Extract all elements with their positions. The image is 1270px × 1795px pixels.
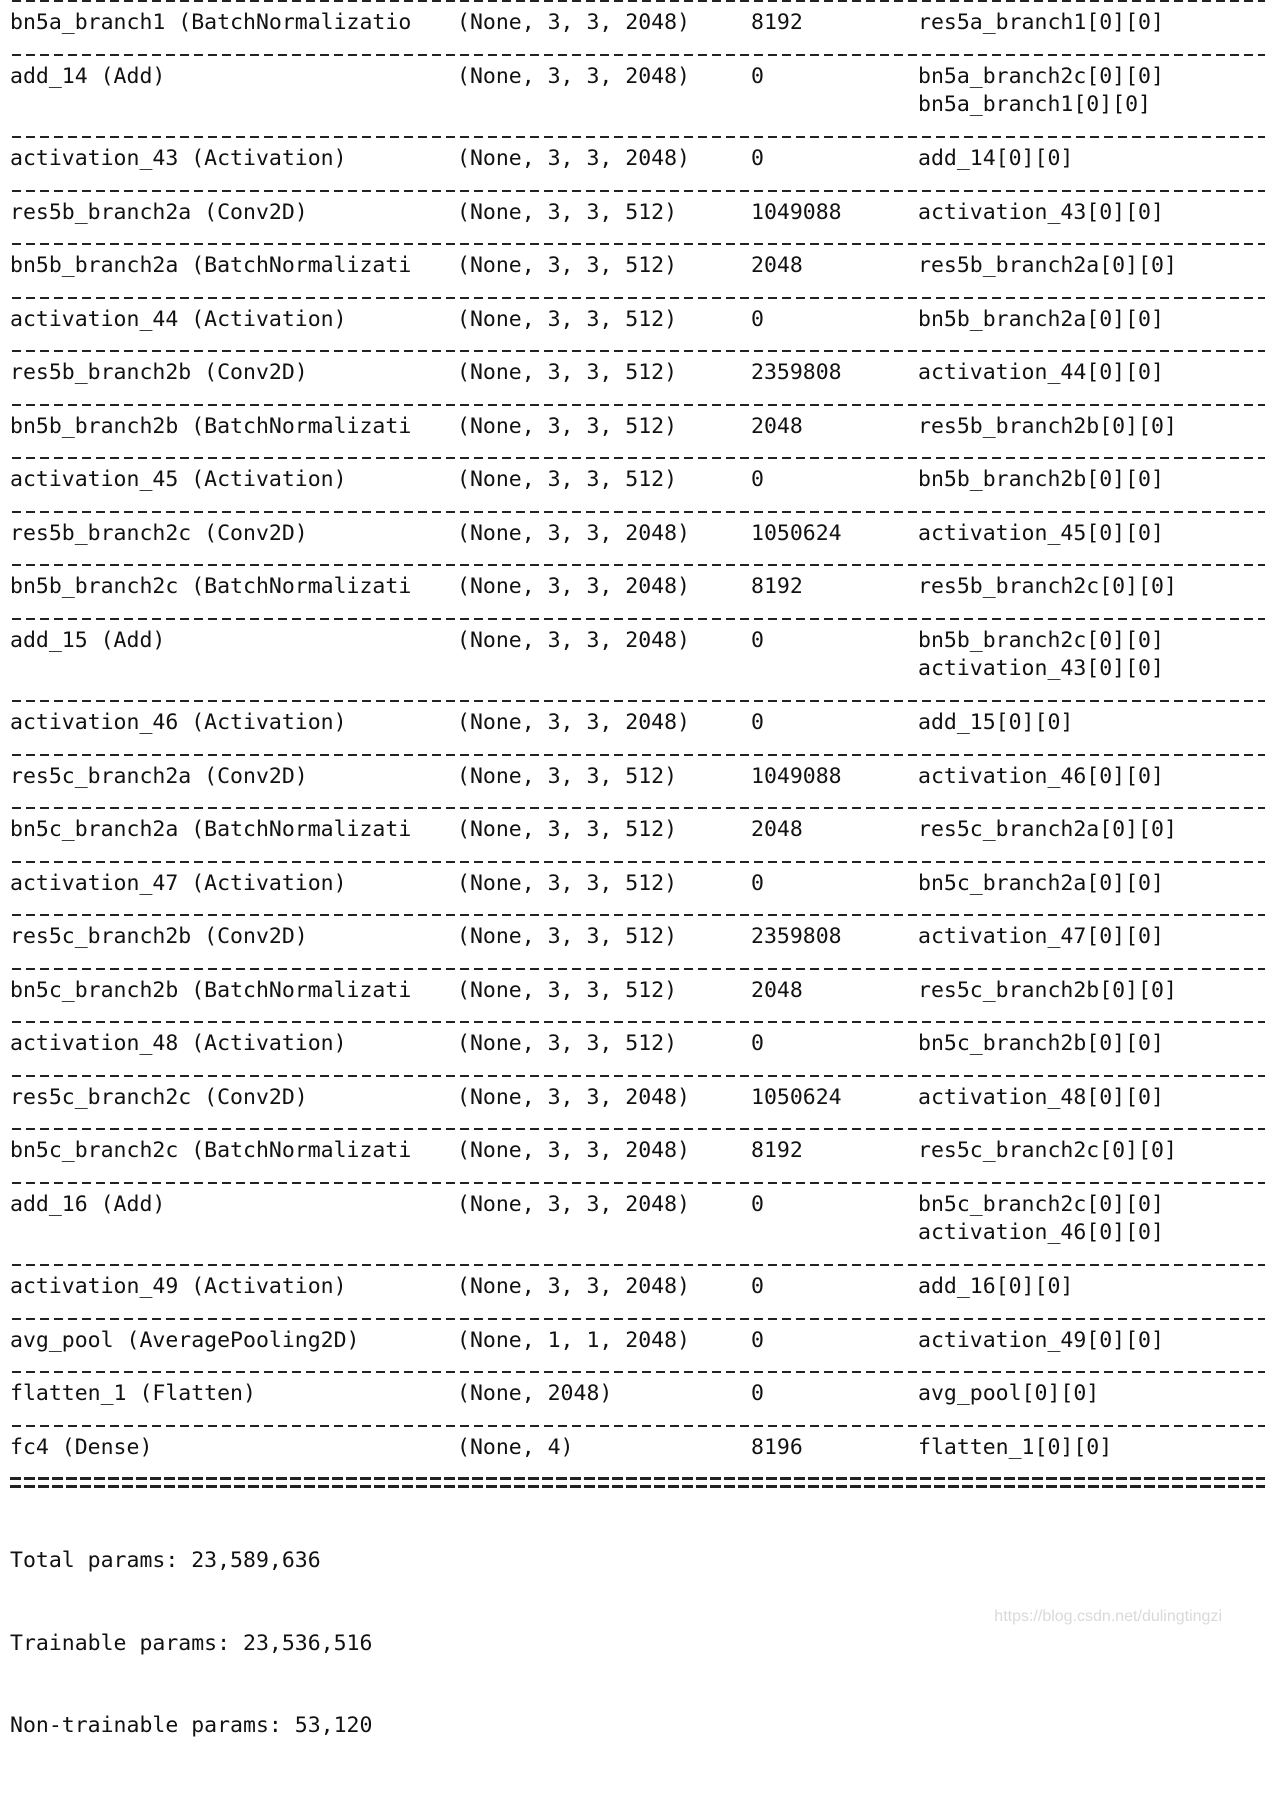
layer-name: fc4 (Dense) (10, 1434, 153, 1460)
connected-to-entry: bn5a_branch2c[0][0] (918, 63, 1164, 89)
connected-to (918, 1380, 1099, 1408)
output-shape: (None, 3, 3, 2048) (457, 1274, 690, 1299)
layer-rows (10, 2, 1265, 1478)
layer-name: res5b_branch2c (Conv2D) (10, 520, 308, 546)
connected-to (918, 870, 1164, 898)
layer-name: activation_48 (Activation) (10, 1031, 347, 1056)
param-count: 0 (751, 1031, 764, 1056)
connected-to-entry: bn5a_branch1[0][0] (918, 91, 1151, 117)
table-row (10, 970, 1265, 1022)
connected-to-entry: activation_47[0][0] (918, 924, 1164, 949)
connected-to-entry: add_15[0][0] (918, 710, 1074, 735)
param-count: 0 (751, 1381, 764, 1406)
param-count: 0 (751, 306, 764, 332)
connected-to-entry: activation_43[0][0] (918, 199, 1164, 225)
connected-to-entry: res5b_branch2a[0][0] (918, 253, 1177, 278)
param-count: 0 (751, 627, 764, 653)
param-count: 8196 (751, 1434, 803, 1460)
layer-name: flatten_1 (Flatten) (10, 1381, 256, 1406)
param-count: 2048 (751, 977, 803, 1003)
output-shape: (None, 3, 3, 2048) (457, 520, 690, 546)
layer-name: bn5c_branch2b (BatchNormalizati (10, 977, 412, 1003)
table-row (10, 1023, 1265, 1075)
output-shape: (None, 3, 3, 2048) (457, 1138, 690, 1163)
param-count: 8192 (751, 10, 803, 35)
connected-to (918, 466, 1164, 494)
param-count: 0 (751, 1274, 764, 1299)
param-count: 1049088 (751, 763, 842, 789)
output-shape: (None, 3, 3, 2048) (457, 63, 690, 89)
connected-to-entry: activation_48[0][0] (918, 1084, 1164, 1110)
connected-to-entry: add_16[0][0] (918, 1274, 1074, 1299)
output-shape: (None, 3, 3, 2048) (457, 10, 690, 35)
param-count: 8192 (751, 1138, 803, 1163)
connected-to-entry: res5b_branch2b[0][0] (918, 413, 1177, 439)
table-row (10, 245, 1265, 297)
table-row (10, 1266, 1265, 1318)
layer-name: bn5a_branch1 (BatchNormalizatio (10, 10, 412, 35)
connected-to (918, 359, 1164, 387)
output-shape: (None, 3, 3, 2048) (457, 146, 690, 171)
connected-to-entry: bn5c_branch2c[0][0] (918, 1191, 1164, 1217)
connected-to-entry: bn5b_branch2c[0][0] (918, 627, 1164, 653)
output-shape: (None, 3, 3, 512) (457, 306, 678, 332)
table-row (10, 916, 1265, 968)
connected-to-entry: res5c_branch2c[0][0] (918, 1138, 1177, 1163)
connected-to-entry: res5c_branch2b[0][0] (918, 977, 1177, 1003)
output-shape: (None, 3, 3, 512) (457, 977, 678, 1003)
connected-to (918, 306, 1164, 334)
layer-name: add_15 (Add) (10, 627, 166, 653)
layer-name: res5c_branch2c (Conv2D) (10, 1084, 308, 1110)
connected-to-entry: activation_46[0][0] (918, 1219, 1164, 1245)
param-count: 2048 (751, 817, 803, 842)
layer-name: activation_44 (Activation) (10, 306, 347, 332)
params-totals (10, 1492, 1265, 1795)
table-row (10, 1427, 1265, 1479)
connected-to-entry: bn5b_branch2a[0][0] (918, 306, 1164, 332)
table-row (10, 1184, 1265, 1265)
connected-to-entry: bn5b_branch2b[0][0] (918, 467, 1164, 492)
param-count: 1050624 (751, 520, 842, 546)
param-count: 0 (751, 710, 764, 735)
connected-to (918, 763, 1164, 791)
connected-to-entry: activation_46[0][0] (918, 763, 1164, 789)
connected-to-entry: res5a_branch1[0][0] (918, 10, 1164, 35)
param-count: 2048 (751, 253, 803, 278)
table-row (10, 863, 1265, 915)
layer-name: add_16 (Add) (10, 1191, 166, 1217)
output-shape: (None, 3, 3, 512) (457, 763, 678, 789)
table-row (10, 459, 1265, 511)
total-params: Total params: 23,589,636 (10, 1548, 321, 1573)
layer-name: res5b_branch2a (Conv2D) (10, 199, 308, 225)
output-shape: (None, 2048) (457, 1381, 613, 1406)
table-row (10, 620, 1265, 701)
table-row (10, 1373, 1265, 1425)
layer-name: avg_pool (AveragePooling2D) (10, 1327, 360, 1353)
param-count: 0 (751, 870, 764, 896)
connected-to (918, 520, 1164, 548)
layer-name: bn5c_branch2a (BatchNormalizati (10, 817, 412, 842)
layer-name: add_14 (Add) (10, 63, 166, 89)
output-shape: (None, 3, 3, 2048) (457, 1191, 690, 1217)
table-row (10, 406, 1265, 458)
connected-to-entry: avg_pool[0][0] (918, 1381, 1100, 1406)
connected-to (918, 252, 1177, 280)
output-shape: (None, 3, 3, 512) (457, 870, 678, 896)
layer-name: bn5b_branch2b (BatchNormalizati (10, 413, 412, 439)
layer-name: activation_46 (Activation) (10, 710, 347, 735)
param-count: 0 (751, 146, 764, 171)
param-count: 0 (751, 1191, 764, 1217)
connected-to (918, 627, 1164, 683)
connected-to-entry: add_14[0][0] (918, 146, 1074, 171)
output-shape: (None, 3, 3, 512) (457, 924, 678, 949)
layer-name: activation_45 (Activation) (10, 467, 347, 492)
output-shape: (None, 3, 3, 512) (457, 199, 678, 225)
layer-name: bn5b_branch2c (BatchNormalizati (10, 574, 412, 599)
output-shape: (None, 3, 3, 512) (457, 467, 678, 492)
connected-to-entry: activation_44[0][0] (918, 360, 1164, 385)
output-shape: (None, 4) (457, 1434, 574, 1460)
table-row (10, 809, 1265, 861)
connected-to (918, 1191, 1164, 1247)
connected-to (918, 199, 1164, 227)
output-shape: (None, 3, 3, 2048) (457, 574, 690, 599)
param-count: 2359808 (751, 360, 842, 385)
connected-to (918, 1273, 1073, 1301)
table-row (10, 1130, 1265, 1182)
layer-name: res5b_branch2b (Conv2D) (10, 360, 308, 385)
connected-to (918, 1434, 1112, 1462)
connected-to-entry: res5b_branch2c[0][0] (918, 574, 1177, 599)
output-shape: (None, 3, 3, 512) (457, 253, 678, 278)
connected-to (918, 1327, 1164, 1355)
connected-to (918, 573, 1177, 601)
connected-to-entry: activation_49[0][0] (918, 1327, 1164, 1353)
connected-to-entry: flatten_1[0][0] (918, 1434, 1113, 1460)
param-count: 8192 (751, 574, 803, 599)
output-shape: (None, 3, 3, 512) (457, 413, 678, 439)
param-count: 1049088 (751, 199, 842, 225)
connected-to (918, 709, 1073, 737)
param-count: 2359808 (751, 924, 842, 949)
layer-name: activation_47 (Activation) (10, 870, 347, 896)
connected-to (918, 63, 1164, 119)
param-count: 0 (751, 1327, 764, 1353)
connected-to (918, 9, 1164, 37)
trainable-params: Trainable params: 23,536,516 (10, 1630, 373, 1656)
connected-to (918, 1030, 1164, 1058)
output-shape: (None, 3, 3, 2048) (457, 627, 690, 653)
layer-name: activation_49 (Activation) (10, 1274, 347, 1299)
connected-to (918, 816, 1177, 844)
param-count: 0 (751, 63, 764, 89)
connected-to (918, 145, 1073, 173)
table-row (10, 1077, 1265, 1129)
table-row (10, 56, 1265, 137)
table-row (10, 352, 1265, 404)
table-row (10, 138, 1265, 190)
table-row (10, 513, 1265, 565)
watermark: https://blog.csdn.net/dulingtingzi (994, 1608, 1222, 1625)
connected-to-entry: activation_45[0][0] (918, 520, 1164, 546)
output-shape: (None, 3, 3, 2048) (457, 1084, 690, 1110)
output-shape: (None, 3, 3, 2048) (457, 710, 690, 735)
param-count: 0 (751, 467, 764, 492)
connected-to-entry: bn5c_branch2b[0][0] (918, 1031, 1164, 1056)
table-row (10, 2, 1265, 54)
layer-name: res5c_branch2a (Conv2D) (10, 763, 308, 789)
connected-to-entry: bn5c_branch2a[0][0] (918, 870, 1164, 896)
table-row (10, 1320, 1265, 1372)
output-shape: (None, 3, 3, 512) (457, 1031, 678, 1056)
output-shape: (None, 1, 1, 2048) (457, 1327, 690, 1353)
layer-name: res5c_branch2b (Conv2D) (10, 924, 308, 949)
output-shape: (None, 3, 3, 512) (457, 360, 678, 385)
table-row (10, 299, 1265, 351)
connected-to-entry: activation_43[0][0] (918, 655, 1164, 681)
non-trainable-params: Non-trainable params: 53,120 (10, 1713, 373, 1738)
output-shape: (None, 3, 3, 512) (457, 817, 678, 842)
param-count: 1050624 (751, 1084, 842, 1110)
layer-name: bn5b_branch2a (BatchNormalizati (10, 253, 412, 278)
connected-to (918, 413, 1177, 441)
layer-name: bn5c_branch2c (BatchNormalizati (10, 1138, 412, 1163)
layer-name: activation_43 (Activation) (10, 146, 347, 171)
table-row (10, 192, 1265, 244)
model-summary-table (10, 0, 1265, 1795)
connected-to (918, 977, 1177, 1005)
connected-to (918, 923, 1164, 951)
connected-to-entry: res5c_branch2a[0][0] (918, 817, 1177, 842)
table-row (10, 756, 1265, 808)
param-count: 2048 (751, 413, 803, 439)
connected-to (918, 1137, 1177, 1165)
table-row (10, 702, 1265, 754)
table-row (10, 566, 1265, 618)
connected-to (918, 1084, 1164, 1112)
